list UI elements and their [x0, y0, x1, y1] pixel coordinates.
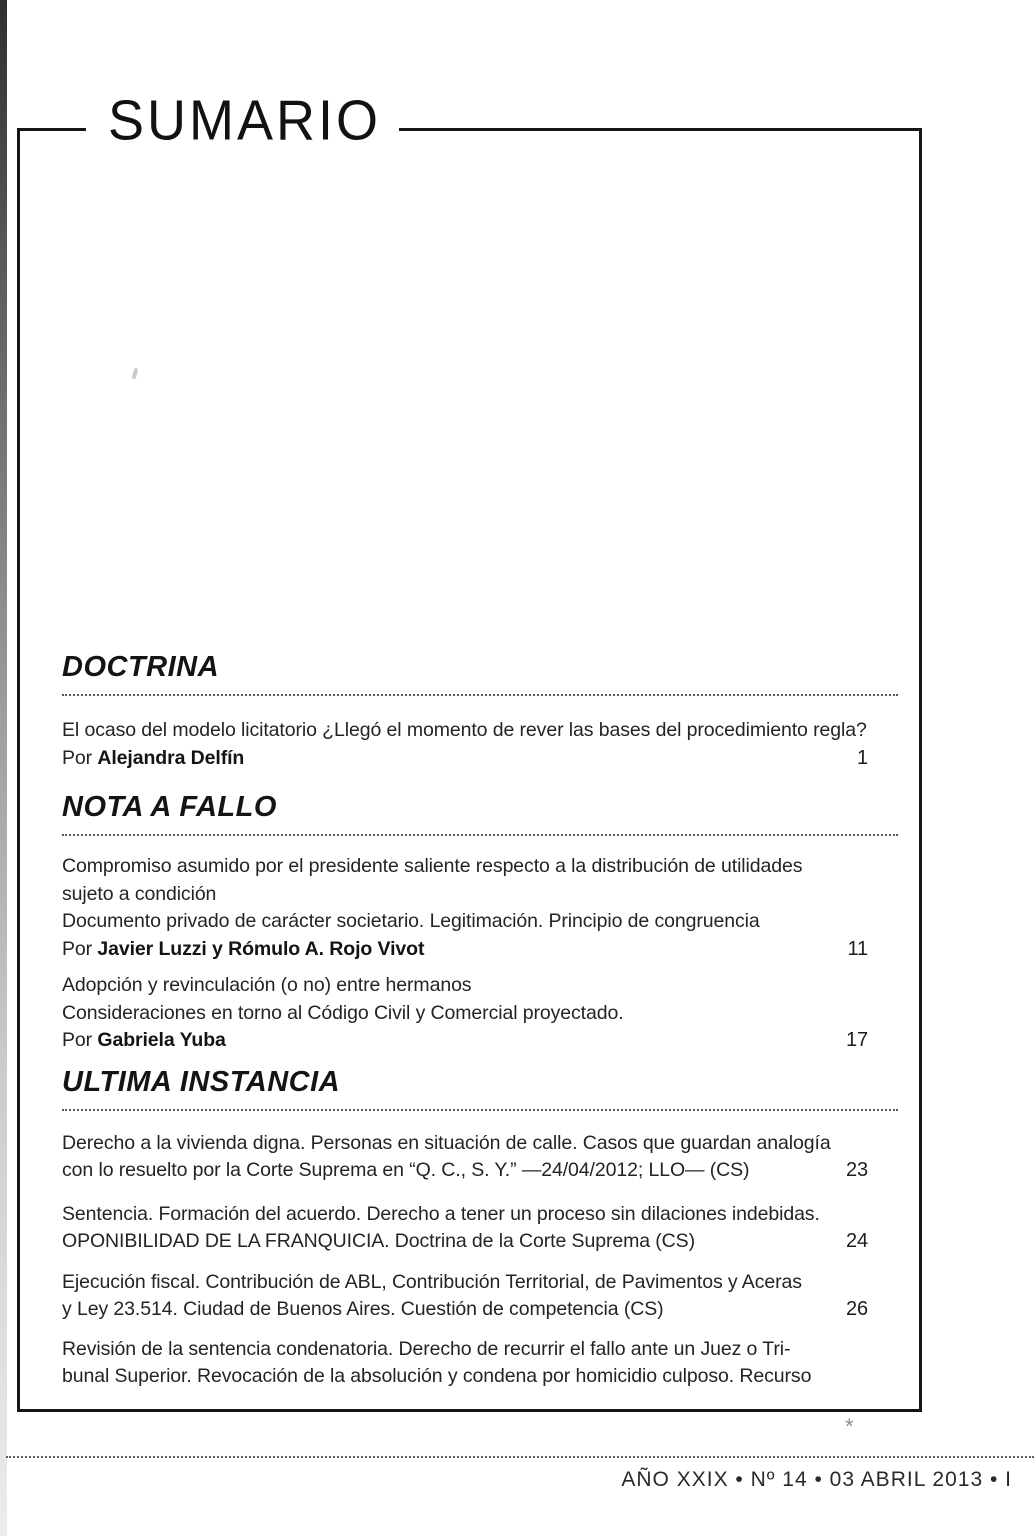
toc-entry [62, 1336, 868, 1391]
section-heading-nota-a-fallo: NOTA A FALLO [62, 790, 898, 836]
page-number: 26 [845, 1298, 868, 1320]
entry-line: con lo resuelto por la Corte Suprema en “Q. C., S. Y.” —24/04/2012; LLO— (CS) [62, 1159, 750, 1181]
entry-line: Derecho a la vivienda digna. Personas en situación de calle. Casos que guardan analogía [62, 1131, 831, 1154]
entry-line: y Ley 23.514. Ciudad de Buenos Aires. Cuestión de competencia (CS) [62, 1298, 664, 1320]
toc-entry [62, 853, 868, 963]
toc-content [62, 650, 868, 1391]
toc-entry [62, 1201, 868, 1256]
page-title: SUMARIO [86, 89, 399, 158]
author-name: Gabriela Yuba [97, 1029, 226, 1051]
section-heading-doctrina: DOCTRINA [62, 650, 898, 696]
page-number: 11 [847, 937, 868, 960]
entry-line: Compromiso asumido por el presidente saliente respecto a la distribución de utilidades [62, 855, 803, 877]
page-number: 1 [856, 746, 868, 769]
page-number: 17 [845, 1029, 868, 1051]
asterisk-artifact: * [845, 1414, 854, 1439]
entry-line: Consideraciones en torno al Código Civil y Comercial proyectado. [62, 1001, 624, 1024]
author-line: Por Alejandra Delfín [62, 746, 245, 769]
scan-edge-artifact [0, 0, 7, 1536]
section-ultima-instancia [62, 1065, 868, 1391]
footer-issue-info: AÑO XXIX • Nº 14 • 03 ABRIL 2013 • I [621, 1468, 1012, 1491]
author-name: Alejandra Delfín [97, 746, 245, 769]
page-number: 24 [845, 1230, 868, 1252]
toc-entry [62, 1269, 868, 1324]
author-line: Por Javier Luzzi y Rómulo A. Rojo Vivot [62, 937, 425, 960]
entry-line: Sentencia. Formación del acuerdo. Derecho a tener un proceso sin dilaciones indebidas. [62, 1202, 820, 1225]
entry-line: Ejecución fiscal. Contribución de ABL, Contribución Territorial, de Pavimentos y Aceras [62, 1270, 802, 1293]
entry-line: bunal Superior. Revocación de la absolución y condena por homicidio culposo. Recurso [62, 1365, 812, 1387]
entry-line: Documento privado de carácter societario. Legitimación. Principio de congruencia [62, 910, 760, 932]
entry-line: Revisión de la sentencia condenatoria. Derecho de recurrir el fallo ante un Juez o Tri- [62, 1337, 791, 1360]
section-nota-a-fallo [62, 790, 868, 1055]
entry-line: Adopción y revinculación (o no) entre hermanos [62, 974, 472, 996]
section-heading-ultima-instancia: ULTIMA INSTANCIA [62, 1065, 898, 1111]
section-doctrina [62, 650, 868, 772]
entry-line: OPONIBILIDAD DE LA FRANQUICIA. Doctrina de la Corte Suprema (CS) [62, 1230, 695, 1252]
author-line: Por Gabriela Yuba [62, 1029, 226, 1051]
page-number: 23 [845, 1159, 868, 1181]
toc-entry [62, 1130, 868, 1185]
footer-dotted-rule [6, 1456, 1034, 1458]
author-name: Javier Luzzi y Rómulo A. Rojo Vivot [97, 937, 425, 960]
toc-entry [62, 717, 868, 772]
entry-line: El ocaso del modelo licitatorio ¿Llegó el momento de rever las bases del procedimiento regla? [62, 719, 867, 741]
toc-entry [62, 972, 868, 1055]
entry-line: sujeto a condición [62, 882, 217, 905]
